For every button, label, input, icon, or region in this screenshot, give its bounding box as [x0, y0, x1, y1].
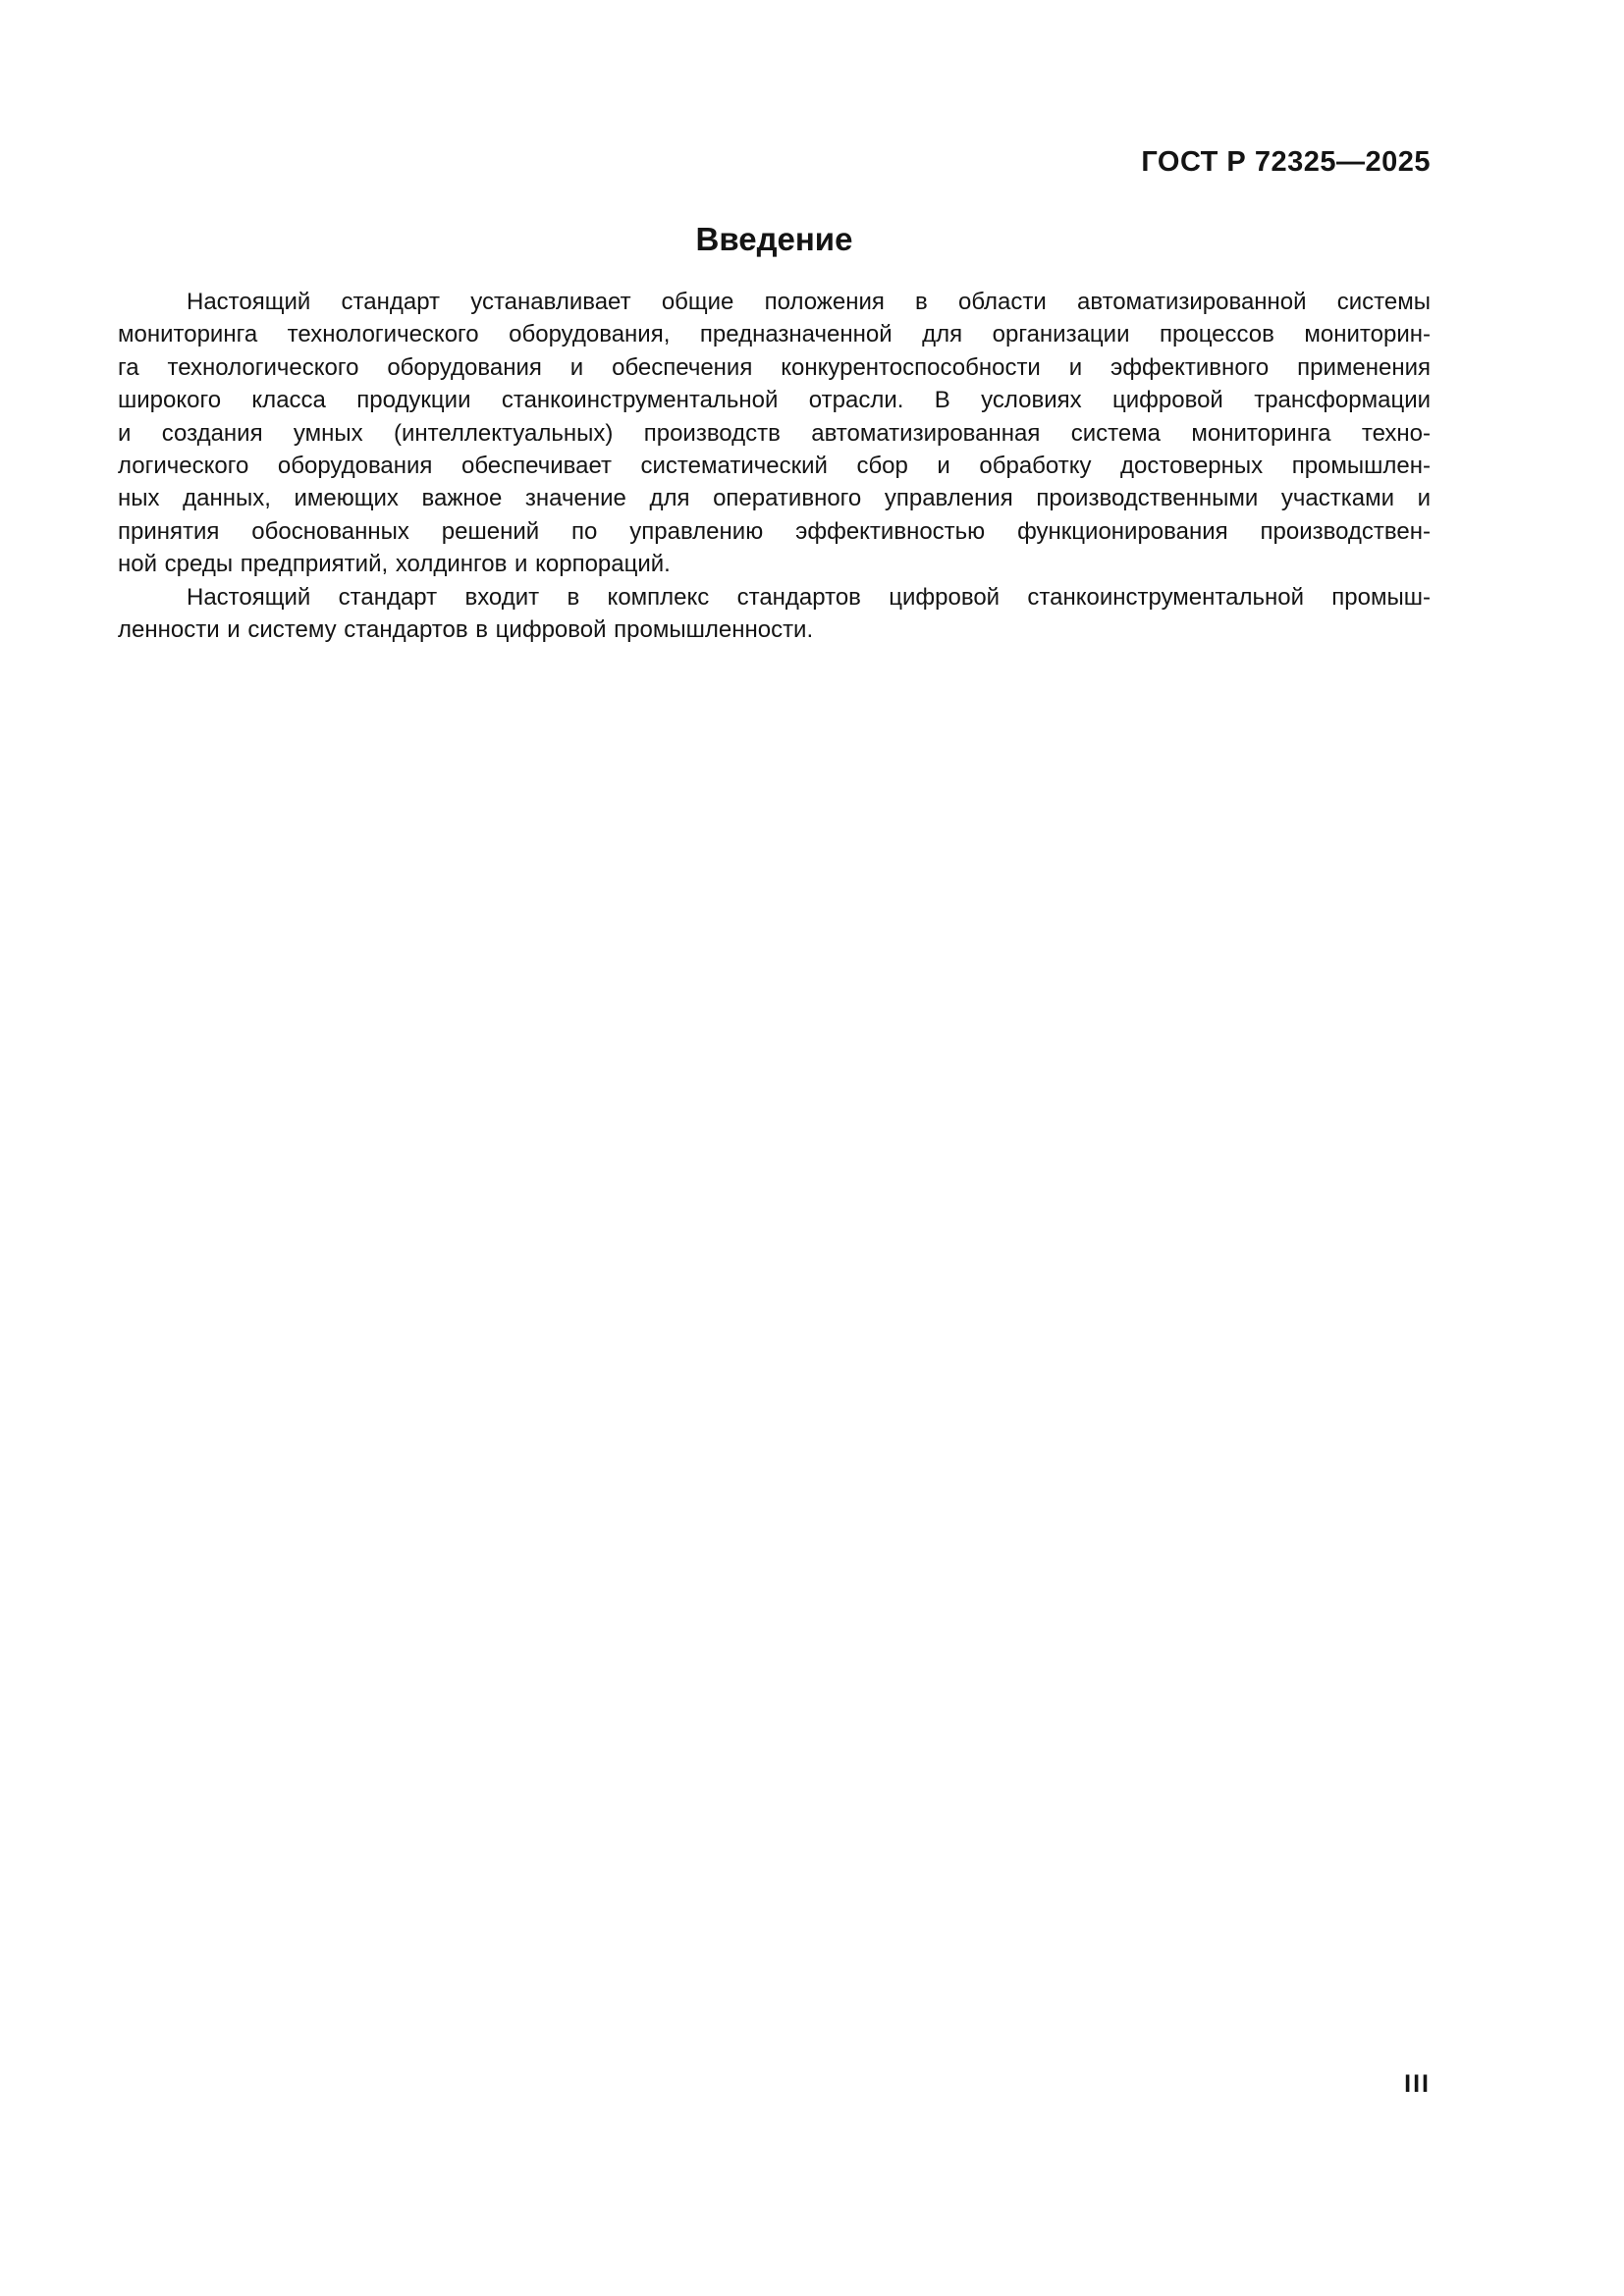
paragraph-1-line: и создания умных (интеллектуальных) производств автоматизированная система мониторинга техно- [118, 419, 1431, 447]
paragraph-1-line: Настоящий стандарт устанавливает общие положения в области автоматизированной системы [187, 289, 1431, 315]
paragraph-1-line: ных данных, имеющих важное значение для оперативного управления производственными участками и [118, 485, 1431, 512]
paragraph-1-line: принятия обоснованных решений по управлению эффективностью функционирования производствен- [118, 517, 1431, 545]
section-title: Введение [695, 221, 853, 257]
paragraph-1-line: га технологического оборудования и обеспечения конкурентоспособности и эффективного применения [118, 353, 1431, 381]
paragraph-1-line: ной среды предприятий, холдингов и корпораций. [118, 551, 671, 578]
paragraph-1-line: мониторинга технологического оборудования, предназначенной для организации процессов мониторин- [118, 321, 1431, 348]
paragraph-1-line: широкого класса продукции станкоинструментальной отрасли. В условиях цифровой трансформации [118, 387, 1431, 414]
introduction-body [118, 286, 1431, 646]
standard-code: ГОСТ Р 72325—2025 [1141, 146, 1431, 178]
page-number: III [1404, 2070, 1431, 2098]
paragraph-2-line: ленности и систему стандартов в цифровой промышленности. [118, 616, 814, 644]
paragraph-2-line: Настоящий стандарт входит в комплекс стандартов цифровой станкоинструментальной промыш- [187, 583, 1431, 611]
paragraph-1-line: логического оборудования обеспечивает систематический сбор и обработку достоверных промышлен- [118, 453, 1431, 480]
